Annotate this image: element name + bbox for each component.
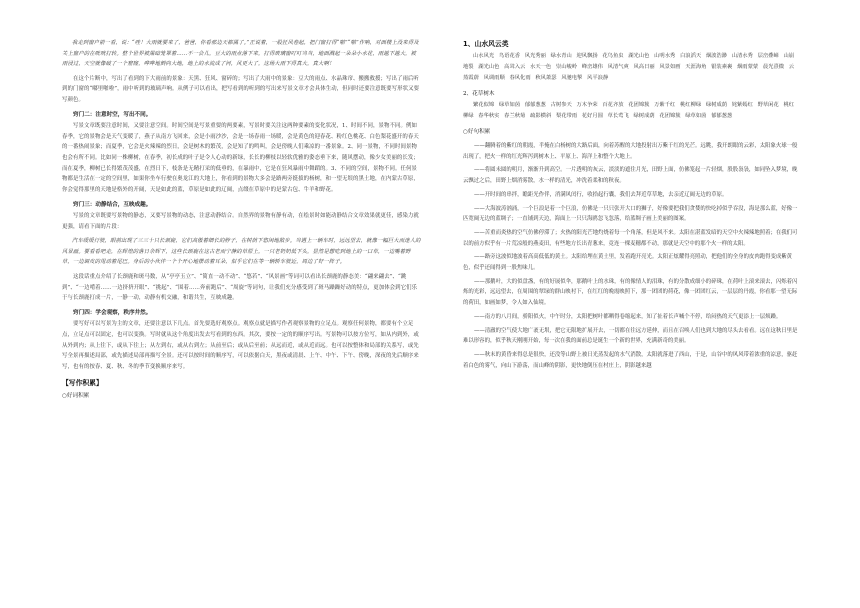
- left-column: [62, 38, 421, 402]
- idioms-landscape: 山水风光 鸟语花香 风光秀丽 绿水青山 迎风飘扬 花鸟鱼虫 湖光山色 山明水秀 白浪滔天 烟波浩渺 山清水秀 层峦叠嶂 山崩地裂 湖光山色 高耸入云 水天一色 崇山峻岭 峰峦雄伟 风清气爽 风高日丽 风景如画 天涯海角 银装素裹 烟雨蒙蒙 晨光熹微 云蒸霞蔚 风调雨顺 春风化雨 秋风萧瑟 风驰电掣 风平浪静: [463, 53, 795, 81]
- sub-heading-good-words: ○好词积累: [62, 392, 90, 399]
- tip-body-dynamic: 写景的文章既要写景物的静态，又要写景物的动态，注意动静结合。自然界的景物有静有动，在绘景时如能动静结合文章效果就更佳，感染力就更强，请看下面的片段：: [62, 212, 419, 230]
- intro-commentary: 在这个片断中，写出了看到的下大雨前的景象：天黑、狂风、窗碎的；写出了大雨中的景象：豆大的雨点、水晶珠帘、搬搬救援；写出了雨后听到的门窗的“嘟里啪啦”，雨中听到的玻璃声响。从例子可以看出，把写看到的听到的写出来写景文章才会具体生动，但同时还要注意既要写形状又要写颜色。: [62, 75, 420, 104]
- sub-heading-good-sentences: ○好句积累: [463, 129, 491, 135]
- quote-item: ——开时间的串拌，瞻距光作伴，消满风闰行，收拾起行囊，我们去拜近草草地，去亲近辽阔无边的草原。: [474, 191, 728, 198]
- intro-example: 我走到窗户前一看，说：“哇！大雨就要来了，爸爸，你看那边天都黑了。”正说着，一股狂风卷起，把门窗打得“啪”“啪”作响，对面楼上没来得及关上窗户的在咣咣打转。整个世界被黑暗笼罩着……不一会儿，豆大的雨点落下来，打得玻璃窗叮叮当当，地面溅起一朵朵小水花，雨越下越大，被雨浸过，天空就像破了一个窟窿，哗哗地倒向大地，地上的水流成了河，风更大了，这场大雨下得真大，真大啊！: [62, 40, 419, 68]
- quote-item: ——大海波涛汹涌，一个巨浪是着一个巨浪，仿佛是一只只张开大口的狮子，好像要把我们贪婪的快吃掉似乎吞没，海是那么蓝，好像一匹宽阔无边的蓝绸子；一直铺到天边，海面上一只只海鸥忽飞忽落，给蓝绸子画上美丽的图案。: [463, 205, 798, 223]
- tip-heading-observe: [62, 308, 421, 319]
- quote-item: ——苦重而炎热的空气仿佛停滞了；火热的阳光芒地灼烧着每一个角落，但是风不来。太阳在湛蓝发暗的天空中火辣辣地照着；在我们可以的前方似乎有一片荒凉般的燕麦田，有些地方长出青葱来，竟连一棵麦穗都不动，那就是天空中的那个火一样的太阳。: [463, 229, 798, 247]
- tip-heading-time-space: [62, 110, 421, 121]
- quote-item: ——将圆未圆的明月，渐渐升到高空。一片透明的灰云，淡淡的遮住月光，田野上面，仿佛笼起一片轻烟，股股袅袅，如同坠入梦境，晚云飘过之后，田野上烟消雾散，水一样的清光，冲洗着柔和的秋夜。: [463, 167, 798, 185]
- tip-heading-text: 窍门二：注意时空，写出不同。: [73, 111, 152, 118]
- quote-item: ——清澈的空气使大地广袤无垠，把它无限地扩展开去，一切都在往远方延伸，而且在召唤人们也到大地的尽头去看看。远在这秋日里是难以形容的，似乎秋天刚刚开始，每一次在我的面前总是诞生一个新的世界，充满新奇的美丽。: [463, 327, 798, 345]
- quote-item: ——那鹅叶，大的似盘盏，有的好展似伞，那鹅叶上的水珠，有的像情人的泪珠，有的分散成细小的碎珠，在荷叶上滚来滚去，闪烁着闪烁的光彩，远远望去，在周围的翠绿的群山映衬下，在红红的晚霞映照下，那一团团的荷花，像一团团红云，一层层的丹霞，你看那一望无际的荷田，如画如梦，令人如入仙境。: [463, 278, 798, 307]
- quote-item: ——翻腾着的紫红的朝霞，半掩在白杨树的大路后面，向着苏醒的大地投射出万紫千红的光芒。远眺，我开朗眼的云彩，太阳象火球一般出现了，把火一样的红光辉泻到树木上、平原上、海洋上和整个大地上。: [463, 143, 798, 160]
- heading-landscape: 1、山水风云类: [463, 40, 509, 48]
- right-column: [463, 38, 798, 371]
- tip-body-time-space: 写景文章既要注意时间，又要注意空间。时间空间是写景重要的两要素，写景时要关注这两种要素的变化状况，1、时间不同，景物不同。例如春季，它的景物会是天气变暖了，燕子从南方飞回来，会是小雨沙沙，会是一场春雨一场暖，会是黄色的迎春花、粉红色桃花、白色梨花盛开的春天的一番热闹景象；而夏季，它会是火辣辣的烈日，会是树木的繁茂，会是知了的鸣叫，会是傍晚人们乘凉的一番景象。2、同一景物，不同时间景物也会有所不同。比如同一株柳树，在春季，初长成的叶子是令人心动的新绿，长长的柳枝以轻软优雅的姿态垂下来，随风摆动，像少女美丽的长发；而在夏季，柳树已长得繁茂茂盛，在烈日下，枝条是无精打采的低垂的，在暴雨中，它是在狂风暴雨中舞蹈的。3、不同的空间，景物不同。任何景物都是生活在一定的空间里，如果你坐车行驶在奥龙江的大地上，你看到的景物大多会是路两旁挺拔的杨树，和一望无垠的黑土地，在内蒙古草原，你会觉得那里的天地是格外的开阔，天是如此的蓝，草原是如此的辽阔，点缀在草原中的是蒙古包、牛羊和野花。: [62, 122, 419, 194]
- section-heading-accumulation: 【写作积累】: [62, 378, 103, 387]
- tip-heading-text: 窍门四：学会观察，秩序井然。: [73, 310, 152, 317]
- heading-plants: 2、花草树木: [463, 91, 495, 97]
- tip-body-observe: 要写好可以写景为主的文章，还要注意以下几点。首先要选好观察点。观察点就是描写作者观察景物的立足点。观察任何景物，都要有个立足点，立足点可以固定，也可以变换。写时就从这个角度出发去写看到的东西。其次，要按一定的的顺序写出。写景物可以按方位写，如从内到外，或从外到内；从上往下，或从下往上；从左到右，或从右到左；从前至后；或从后至前；从远而近，或从近而远。也可以按整体和局部的关系写，或先写全景再描述局部，或先描述局部再描写全景。还可以按时间的顺序写，可以依据白天，黑夜或清晨、上午、中午、下午、傍晚，深夜的先后顺序来写，也有的按春、夏、秋、冬的季节变换顺序来写。: [62, 321, 419, 370]
- quote-item: ——秋末的黄昏来得总是很快，还没等山野上被日光蒸发起的水气消散，太阳就落进了西山，于是，山谷中的风风带着浓重的凉意，驱赶着白色的雾气，向山下游荡，而山峰的阴影，更快地倒压在村庄上，阴影越来越: [463, 351, 798, 369]
- quote-item: ——路旁这波似地波着高高低低的黄土。太阳给埋在黄土里，发着跑开亮光。太阳正炫耀得亮照动，把他们的全身的皮肉跑得变成紫黄色，似乎还闻得到一股焦味儿。: [463, 254, 793, 272]
- tip-commentary-giraffe: 这段话重点介绍了长颈鹿和斑马数，从“亭亭玉立”、“简直一动不动”、“悠若”、“风景画”等词可以看出长颈鹿的静态美：“翩来翩去”、“跳到”、“一边啃着……一边挤挤开眼”、“挑起”、“围着……奔前跑后”、“周旋”等词句，让我们充分感受到了斑马躁躁好动的特点，更加体会到它们乐于与长颈鹿打成一片，一静一动，动静有机交融，和谐共生，互映成趣。: [62, 274, 418, 302]
- tip-heading-text: 窍门三：动静结合，互映成趣。: [73, 201, 152, 208]
- tip-example-giraffe: 汽车缓缓行驶，眼前出现了三三十只长颈鹿，它们高傲着细长的脖子，在树荫下悠闲地散步。当遇上一辆车时，远远望去，就像一幅巨大而迷人的风景画。要看看吧走，在辉煌的落日余辉下，这些长颈鹿在这古老而宁静的草原上，一只老奶奶低下头，显然是想吃到地上的一口草，一边嘴着野草，一边调皮的甩动着尾巴。身后的小伙伴一个个开心地摆动着耳朵，似乎它们在等一辆轿车驶近，周边了好一阵子。: [62, 238, 421, 266]
- quote-item: ——南方的八月间，骄阳似火，中午时分，太阳把树叶都晒得卷缩起来，知了扯着长声喊个不停，给闷热的天气更添上一层烦躁。: [474, 313, 782, 320]
- tip-heading-dynamic: [62, 200, 421, 211]
- idioms-plants: 繁花似锦 绿草如茵 郁郁葱葱 古树参天 万木争荣 百花齐放 花团锦簇 万紫千红 桃红柳绿 绿树成荫 姹紫嫣红 野草闲花 桃红柳绿 春华秋实 春兰秋菊 疏影横斜 梨花带雨 花好月圆 草长莺飞 绿树成荫 花团锦簇 绿草如茵 郁郁葱葱: [463, 102, 795, 119]
